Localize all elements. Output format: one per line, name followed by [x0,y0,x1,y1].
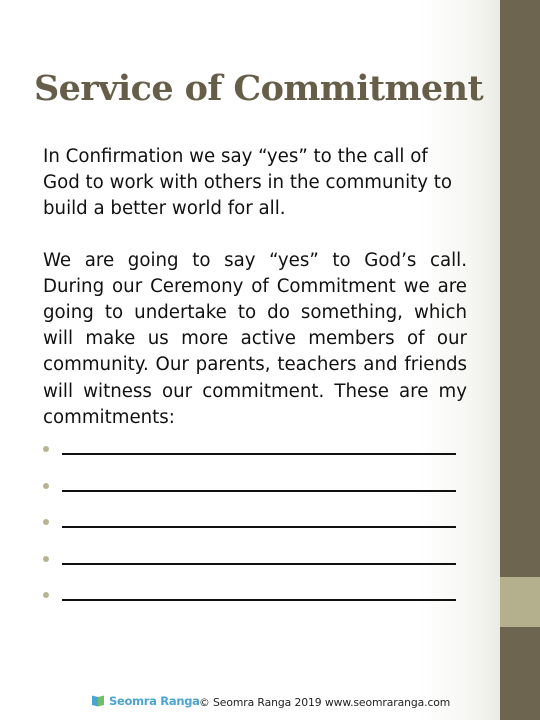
bullet-icon [43,556,49,562]
commitment-list [43,431,467,614]
commitment-blank-line [62,453,456,455]
commitment-blank-line [62,526,456,528]
logo-text: Seomra Ranga [109,694,200,708]
slide-title: Service of Commitment [34,68,484,109]
slide-body [43,144,467,614]
commitment-item [43,504,467,541]
bullet-icon [43,519,49,525]
commitment-blank-line [62,599,456,601]
copyright-text: © Seomra Ranga 2019 www.seomraranga.com [199,696,451,709]
commitment-paragraph: We are going to say “yes” to God’s call. During our Ceremony of Commitment we are going to undertake to do something, which will make us more active members of our community. Our parents, teachers and friends will witness our commitment. These are my commitments: [43,249,467,428]
commitment-blank-line [62,490,456,492]
bullet-icon [43,483,49,489]
intro-paragraph: In Confirmation we say “yes” to the call of God to work with others in the community to build a better world for all. [43,146,453,220]
commitment-blank-line [62,563,456,565]
bullet-icon [43,592,49,598]
sidebar-bar [500,0,540,720]
seomra-ranga-logo [91,694,200,708]
commitment-item [43,541,467,578]
commitment-item [43,468,467,505]
sidebar-accent-block [500,577,540,627]
bullet-icon [43,446,49,452]
slide-footer [0,693,500,715]
book-icon [91,695,105,707]
commitment-item [43,431,467,468]
commitment-item [43,577,467,614]
